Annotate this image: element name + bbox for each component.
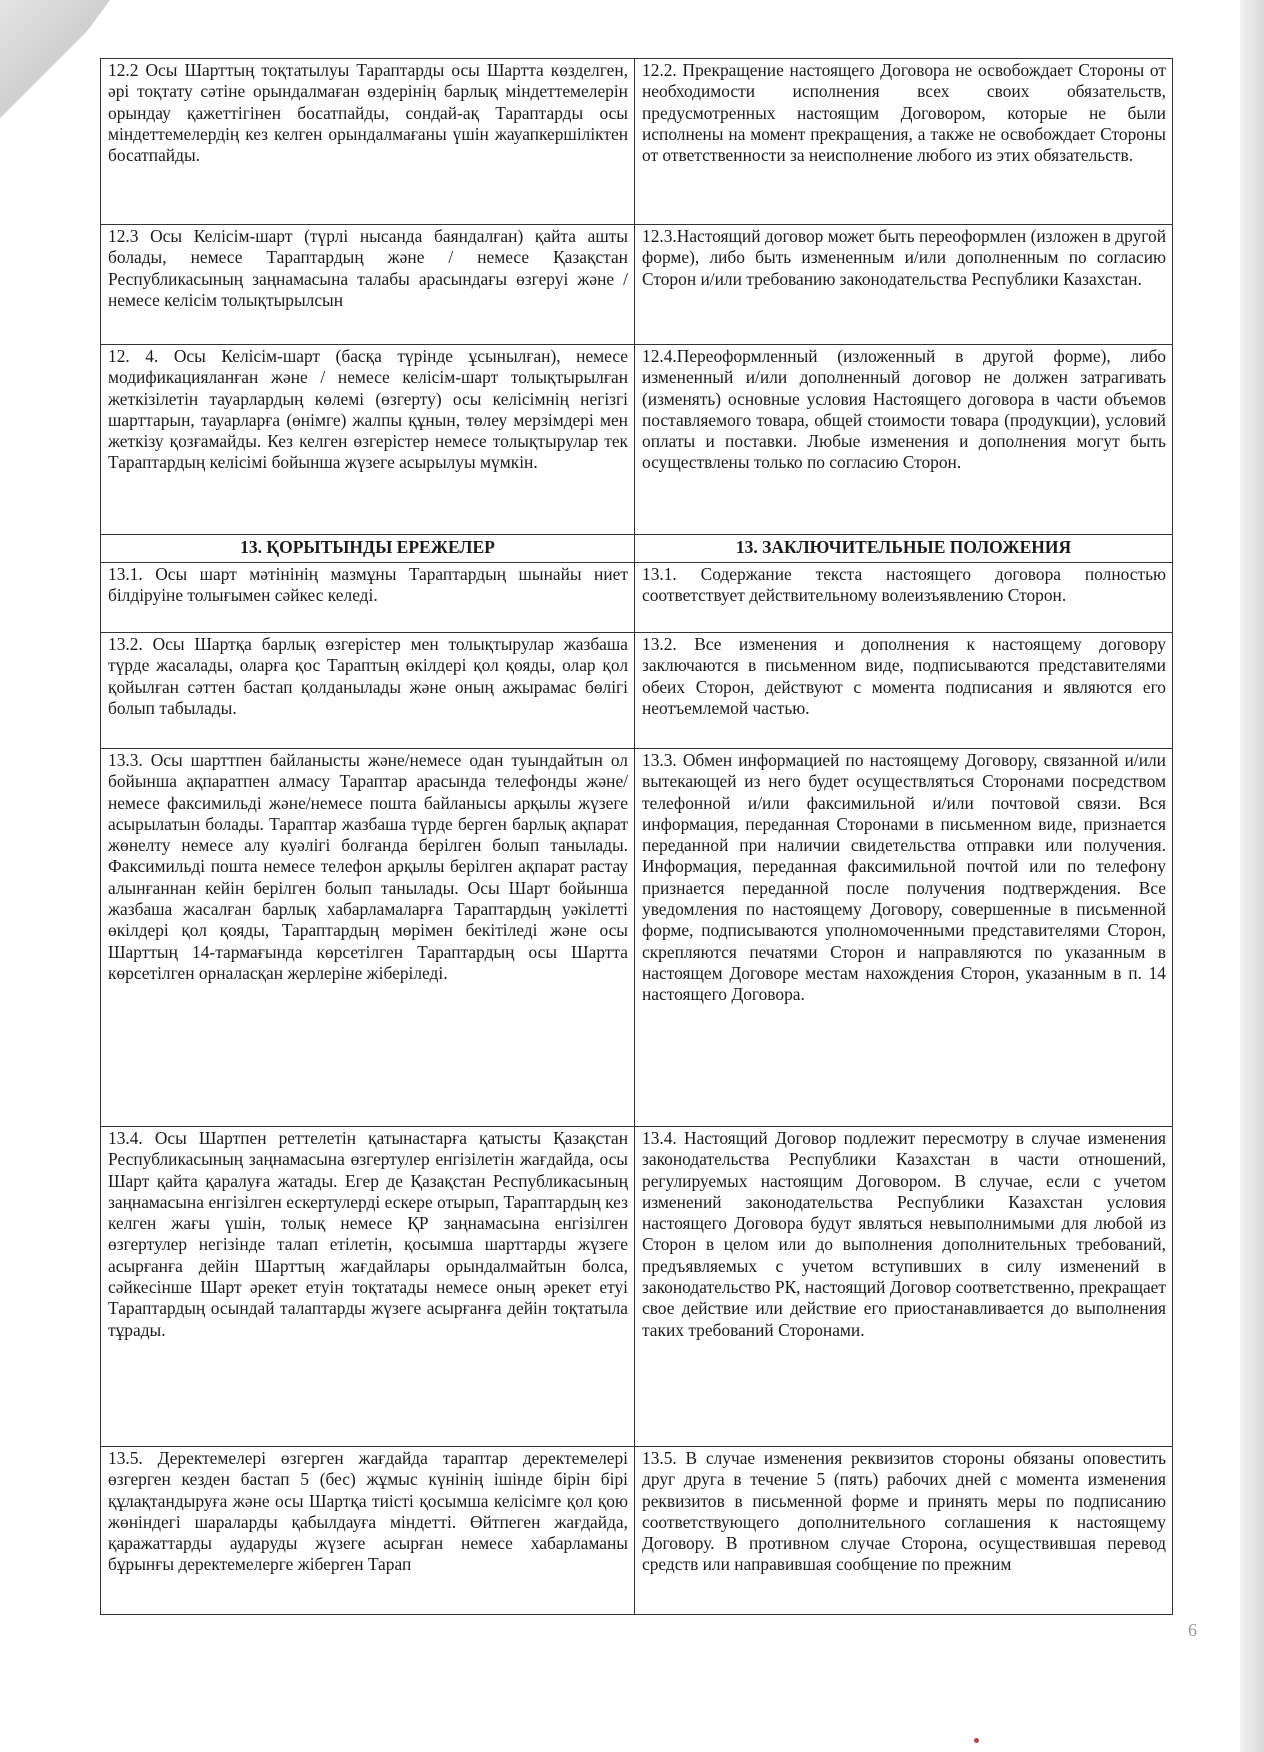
table-row [101, 1127, 1173, 1447]
section-heading-kz: 13. ҚОРЫТЫНДЫ ЕРЕЖЕЛЕР [101, 535, 635, 563]
table-row [101, 1447, 1173, 1615]
section-heading-ru: 13. ЗАКЛЮЧИТЕЛЬНЫЕ ПОЛОЖЕНИЯ [635, 535, 1173, 563]
clause-kz-13-2: 13.2. Осы Шартқа барлық өзгерістер мен толықтырулар жазбаша түрде жасалады, оларға қос Тараптың өкілдері қол қояды, олар қол қойылған сәттен бастап қолданылады және оның ажырамас бөлігі болып табылады. [101, 633, 635, 749]
page-fold-shadow [0, 0, 110, 150]
clause-kz-13-3: 13.3. Осы шарттпен байланысты және/немесе одан туындайтын ол бойынша ақпаратпен алмасу Тараптар арасында телефонды және/немесе факсимильді және/немесе пошта байланысы арқылы жүзеге асырылатын болады. Тараптар жазбаша түрде берген барлық ақпарат жөнелту немесе алу куәлігі болғанда берілген болып танылады. Факсимильді пошта немесе телефон арқылы берілген ақпарат растау алынғаннан кейін берілген болып танылады. Осы Шарт бойынша жазбаша жасалған барлық хабарламаларға Тараптардың уәкілетті өкілдері қол қояды, Тараптардың мөрімен бекітіледі және осы Шарттың 14-тармағында көрсетілген Тараптардың осы Шартта көрсетілген орналасқан жерлеріне жіберіледі. [101, 749, 635, 1127]
clause-kz-12-3: 12.3 Осы Келісім-шарт (түрлі нысанда баяндалған) қайта ашты болады, немесе Тараптардың және / немесе Қазақстан Республикасының заңнамасына талабы арасындағы өзгеруі және / немесе келісім толықтырылсын [101, 225, 635, 345]
clause-kz-13-4: 13.4. Осы Шартпен реттелетін қатынастарға қатысты Қазақстан Республикасының заңнамасына өзгертулер енгізілетін жағдайда, осы Шарт қайта қаралуға жатады. Егер де Қазақстан Республикасының заңнамасына енгізілген ескертулерді ескере отырып, Тараптардың кез келген жағы үшін, толық немесе ҚР заңнамасына енгізілген өзгертулер негізінде талап етілетін, қосымша шарттарды жүзеге асырғанға дейін Шарттың жағдайлары орындалмайтын болса, сәйкесінше Шарт әрекет етуін тоқтатады немесе оның әрекет етуі Тараптардың осындай талаптарды жүзеге асырғанға дейін тоқтатыла тұрады. [101, 1127, 635, 1447]
scan-edge [1240, 0, 1264, 1752]
clause-ru-13-4: 13.4. Настоящий Договор подлежит пересмотру в случае изменения законодательства Республики Казахстан в части отношений, регулируемых настоящим Договором. В случае, если с учетом изменений законодательства Республики Казахстан условия настоящего Договора будут являться невыполнимыми для любой из Сторон в целом или до выполнения дополнительных требований, предъявляемых с учетом вступивших в силу изменений в законодательство РК, настоящий Договор соответственно, прекращает свое действие или действие его приостанавливается до выполнения таких требований Сторонами. [635, 1127, 1173, 1447]
clause-ru-12-4: 12.4.Переоформленный (изложенный в другой форме), либо измененный и/или дополненный договор не должен затрагивать (изменять) основные условия Настоящего договора в части объемов поставляемого товара, общей стоимости товара (продукции), условий оплаты и поставки. Любые изменения и дополнения могут быть осуществлены только по согласию Сторон. [635, 345, 1173, 535]
table-row [101, 345, 1173, 535]
clause-ru-12-2: 12.2. Прекращение настоящего Договора не освобождает Стороны от необходимости исполнения всех своих обязательств, предусмотренных настоящим Договором, которые не были исполнены на момент прекращения, а также не освобождает Стороны от ответственности за неисполнение любого из этих обязательств. [635, 59, 1173, 225]
clause-kz-12-4: 12. 4. Осы Келісім-шарт (басқа түрінде ұсынылған), немесе модификацияланған және / немесе келісім-шарт толықтырылған жеткізілетін тауарлардың көлемі (өзгерту) осы келісімнің негізгі шарттарын, тауарларға (өнімге) жалпы құнын, төлеу мерзімдері мен жеткізу қозғамайды. Кез келген өзгерістер немесе толықтырулар тек Тараптардың келісімі бойынша жүзеге асырылуы мүмкін. [101, 345, 635, 535]
clause-ru-12-3: 12.3.Настоящий договор может быть переоформлен (изложен в другой форме), либо быть измененным и/или дополненным по согласию Сторон и/или требованию законодательства Республики Казахстан. [635, 225, 1173, 345]
table-row [101, 563, 1173, 633]
table-row [101, 59, 1173, 225]
clause-ru-13-3: 13.3. Обмен информацией по настоящему Договору, связанной и/или вытекающей из него будет осуществляться Сторонами посредством телефонной и/или факсимильной и/или почтовой связи. Вся информация, переданная Сторонами в письменном виде, признается переданной при наличии свидетельства отправки или получения. Информация, переданная факсимильной почтой или по телефону признается переданной после получения подтверждения. Все уведомления по настоящему Договору, совершенные в письменной форме, подписываются уполномоченными представителями Сторон, скрепляются печатями Сторон и направляются по указанным в настоящем Договоре местам нахождения Сторон, указанным в п. 14 настоящего Договора. [635, 749, 1173, 1127]
page-number: 6 [1188, 1620, 1197, 1640]
clause-kz-13-1: 13.1. Осы шарт мәтінінің мазмұны Тараптардың шынайы ниет білдіруіне толығымен сәйкес келеді. [101, 563, 635, 633]
clause-ru-13-1: 13.1. Содержание текста настоящего договора полностью соответствует действительному волеизъявлению Сторон. [635, 563, 1173, 633]
contract-bilingual-table [100, 58, 1173, 1615]
table-row [101, 633, 1173, 749]
section-heading-row [101, 535, 1173, 563]
table-row [101, 749, 1173, 1127]
clause-ru-13-2: 13.2. Все изменения и дополнения к настоящему договору заключаются в письменном виде, подписываются представителями обеих Сторон, действуют с момента подписания и являются его неотъемлемой частью. [635, 633, 1173, 749]
clause-ru-13-5: 13.5. В случае изменения реквизитов стороны обязаны оповестить друг друга в течение 5 (пять) рабочих дней с момента изменения реквизитов в письменной форме и принять меры по подписанию соответствующего дополнительного соглашения к настоящему Договору. В противном случае Сторона, осуществившая перевод средств или направившая сообщение по прежним [635, 1447, 1173, 1615]
ink-dot-mark [974, 1738, 979, 1743]
clause-kz-13-5: 13.5. Деректемелері өзгерген жағдайда тараптар деректемелері өзгерген кезден бастап 5 (бес) жұмыс күнінің ішінде бірін бірі құлақтандыруға және осы Шартқа тиісті қосымша келісімге қол қою жөніндегі шараларды қабылдауға міндетті. Өйтпеген жағдайда, қаражаттарды аударуды жүзеге асырған немесе хабарламаны бұрынғы деректемелерге жіберген Тарап [101, 1447, 635, 1615]
clause-kz-12-2: 12.2 Осы Шарттың тоқтатылуы Тараптарды осы Шартта көзделген, әрі тоқтату сәтіне орындалмаған өздерінің барлық міндеттемелерін орындау қажеттігінен босатпайды, сондай-ақ Тараптарды осы міндеттемелердің кез келген орындалмағаны үшін жауапкершіліктен босатпайды. [101, 59, 635, 225]
table-row [101, 225, 1173, 345]
